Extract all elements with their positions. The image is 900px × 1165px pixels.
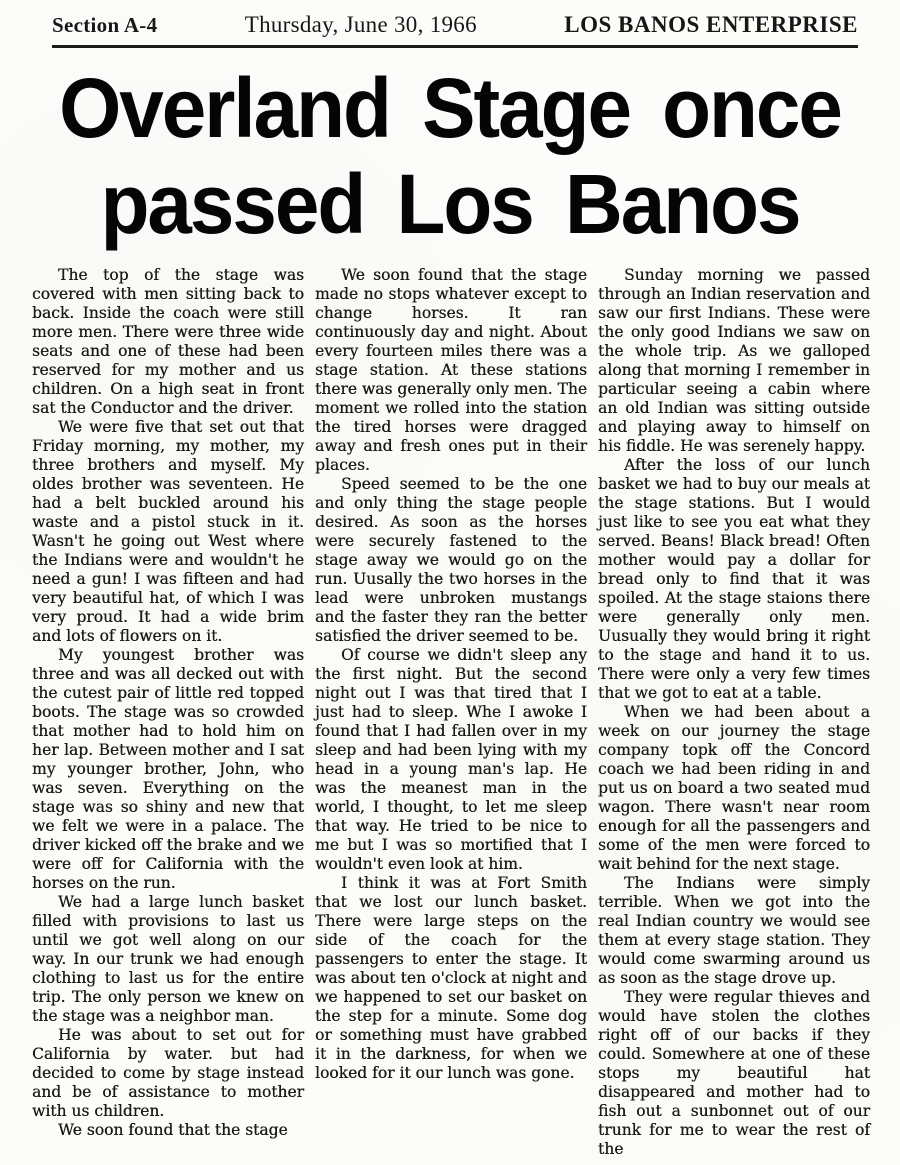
article-paragraph: He was about to set out for California by water. but had decided to come by stage instead and be of assistance to mother with us children. [32,1026,304,1120]
section-label: Section A-4 [52,13,158,37]
article-paragraph: When we had been about a week on our journey the stage company topk off the Concord coach we had been riding in and put us on board a two seated mud wagon. There wasn't near room enough for all the passengers and some of the men were forced to wait behind for the next stage. [598,703,870,873]
article-paragraph: The top of the stage was covered with men sitting back to back. Inside the coach were still more men. There were three wide seats and one of these had been reserved for my mother and us children. On a high seat in front sat the Conductor and the driver. [32,266,304,417]
article-column-3 [598,266,870,1159]
article-column-1 [32,266,304,1159]
article-paragraph: My youngest brother was three and was all decked out with the cutest pair of little red topped boots. The stage was so crowded that mother had to hold him on her lap. Between mother and I sat my younger brother, John, who was seven. Everything on the stage was so shiny and new that we felt we were in a palace. The driver kicked off the brake and we were off for California with the horses on the run. [32,646,304,892]
article-paragraph: We had a large lunch basket filled with provisions to last us until we got well along on our way. In our trunk we had enough clothing to last us for the entire trip. The only person we knew on the stage was a neighbor man. [32,893,304,1025]
article-paragraph: I think it was at Fort Smith that we lost our lunch basket. There were large steps on the side of the coach for the passengers to enter the stage. It was about ten o'clock at night and we happened to set our basket on the step for a minute. Some dog or something must have grabbed it in the darkness, for when we looked for it our lunch was gone. [315,874,587,1082]
masthead [52,12,858,48]
article-paragraph: Sunday morning we passed through an Indian reservation and saw our first Indians. These were the only good Indians we saw on the whole trip. As we galloped along that morning I remember in particular seeing a cabin where an old Indian was sitting outside and playing away to himself on his fiddle. He was serenely happy. [598,266,870,455]
article-body [32,266,870,1159]
article-paragraph: We were five that set out that Friday morning, my mother, my three brothers and myself. My oldes brother was seventeen. He had a belt buckled around his waste and a pistol stuck in it. Wasn't he going out West where the Indians were and wouldn't he need a gun! I was fifteen and had very beautiful hat, of which I was very proud. It had a wide brim and lots of flowers on it. [32,418,304,645]
headline-line2: passed Los Banos [100,157,800,251]
newspaper-name: LOS BANOS ENTERPRISE [564,12,858,37]
headline-line1: Overland Stage once [59,61,841,155]
article-paragraph: They were regular thieves and would have stolen the clothes right off of our backs if they could. Somewhere at one of these stops my beautiful hat disappeared and mother had to fish out a sunbonnet out of our trunk for me to wear the rest of the [598,988,870,1158]
article-paragraph: We soon found that the stage made no stops whatever except to change horses. It ran continuously day and night. About every fourteen miles there was a stage station. At these stations there was generally only men. The moment we rolled into the station the tired horses were dragged away and fresh ones put in their places. [315,266,587,474]
article-column-2 [315,266,587,1159]
article-paragraph: We soon found that the stage [58,1121,288,1139]
date-label: Thursday, June 30, 1966 [244,12,477,37]
headline [0,58,900,250]
article-paragraph: Of course we didn't sleep any the first night. But the second night out I was that tired that I just had to sleep. Whe I awoke I found that I had fallen over in my sleep and had been lying with my head in a young man's lap. He was the meanest man in the world, I thought, to let me sleep that way. He tried to be nice to me but I was so mortified that I wouldn't even look at him. [315,646,587,873]
article-paragraph: The Indians were simply terrible. When we got into the real Indian country we would see them at every stage station. They would come swarming around us as soon as the stage drove up. [598,874,870,987]
article-paragraph: Speed seemed to be the one and only thing the stage people desired. As soon as the horses were securely fastened to the stage away we would go on the run. Uusally the two horses in the lead were unbroken mustangs and the faster they ran the better satisfied the driver seemed to be. [315,475,587,645]
article-paragraph: After the loss of our lunch basket we had to buy our meals at the stage stations. But I would just like to see you eat what they served. Beans! Black bread! Often mother would pay a dollar for bread only to find that it was spoiled. At the stage staions there were generally only men. Uusually they would bring it right to the stage and hand it to us. There were only a very few times that we got to eat at a table. [598,456,870,702]
